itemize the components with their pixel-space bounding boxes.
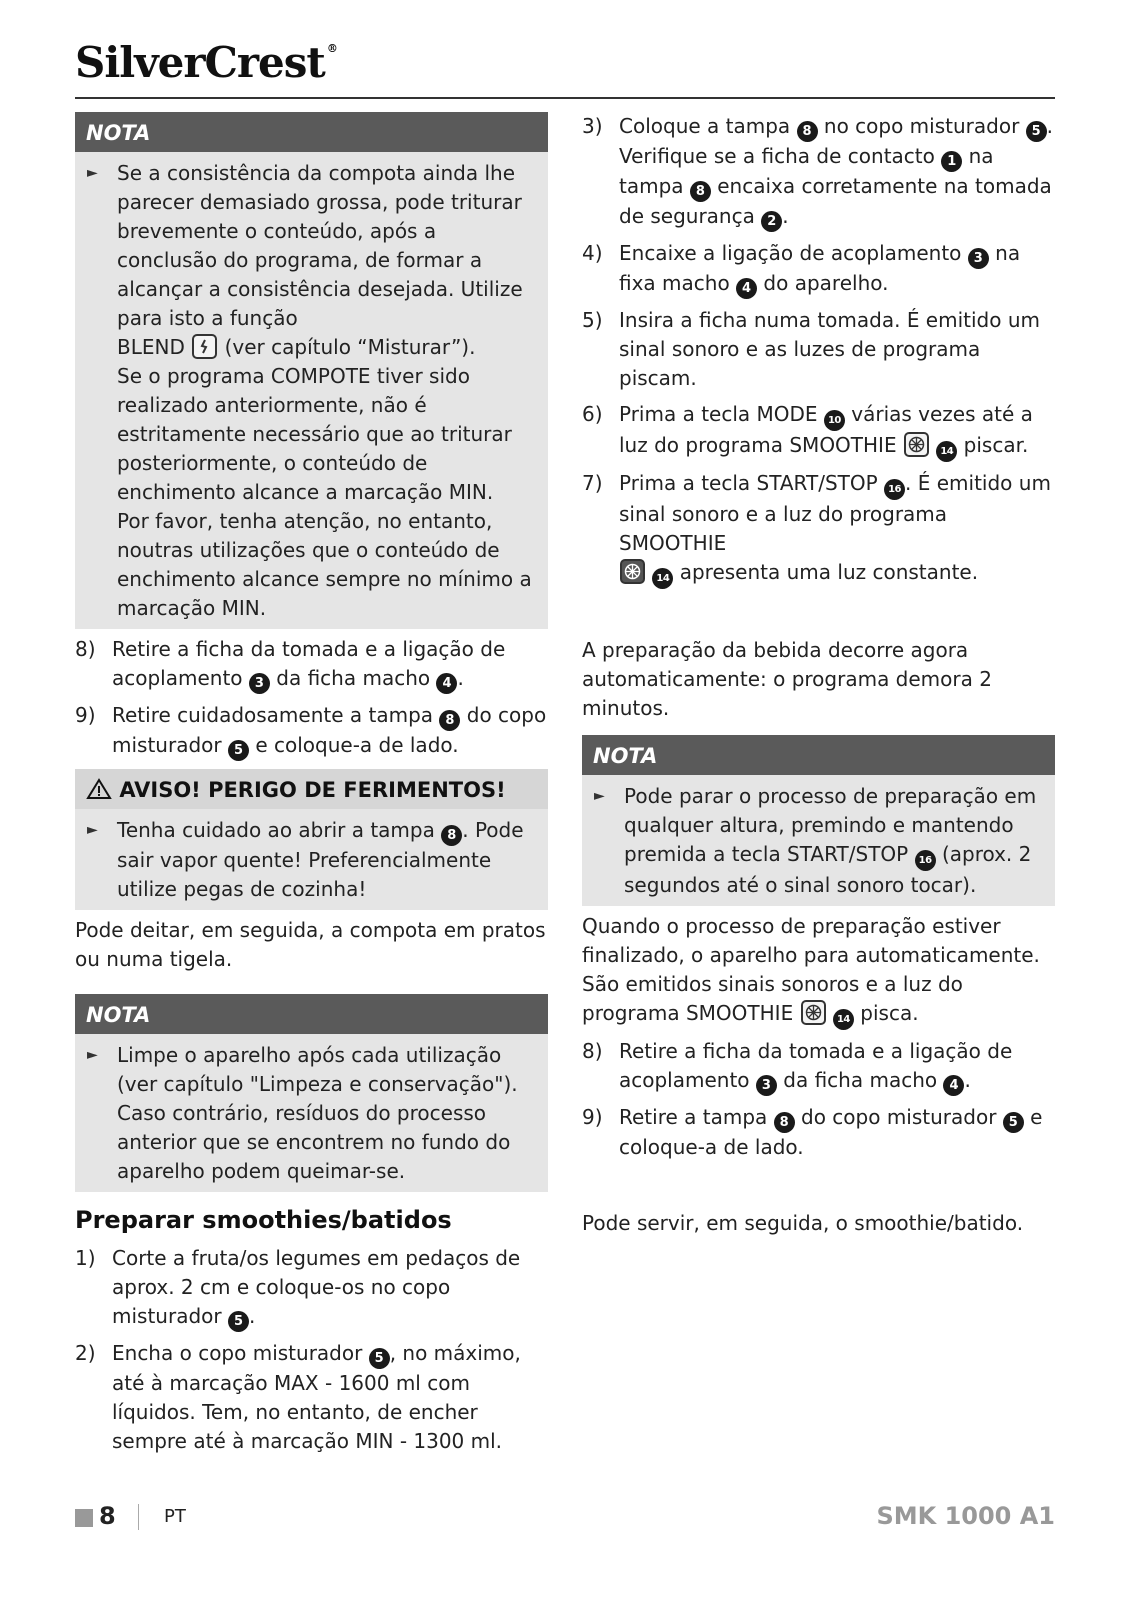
- note-heading: NOTA: [582, 735, 1055, 775]
- header-rule: [75, 97, 1055, 99]
- part-number-badge: 5: [369, 1348, 390, 1369]
- language-code: PT: [164, 1506, 186, 1527]
- triangle-right-icon: ►: [594, 788, 605, 804]
- warning-box: [75, 769, 548, 910]
- part-number-badge: 5: [1003, 1112, 1024, 1133]
- triangle-right-icon: ►: [87, 1047, 98, 1063]
- warning-triangle-icon: [86, 778, 112, 800]
- list-item: 4) Encaixe a ligação de acoplamento 3 na fixa macho 4 do aparelho.: [582, 239, 1055, 299]
- part-number-badge: 4: [736, 278, 757, 299]
- brand-logo: SilverCrest ®: [75, 38, 337, 87]
- part-number-badge: 16: [884, 479, 905, 500]
- page-marker: [75, 1509, 93, 1527]
- part-number-badge: 8: [439, 710, 460, 731]
- part-number-badge: 1: [941, 151, 962, 172]
- note-bullet: ► Pode parar o processo de preparação em qualquer altura, premindo e mantendo premida a tecla START/STOP 16 (aprox. 2 segundos até o sinal sonoro tocar).: [594, 782, 1045, 900]
- note-box: [582, 735, 1055, 906]
- divider: [138, 1504, 139, 1530]
- part-number-badge: 3: [968, 248, 989, 269]
- part-number-badge: 8: [690, 181, 711, 202]
- triangle-right-icon: ►: [87, 822, 98, 838]
- list-item: 9) Retire a tampa 8 do copo misturador 5 e coloque-a de lado.: [582, 1105, 1043, 1159]
- paragraph: A preparação da bebida decorre agora automaticamente: o programa demora 2 minutos.: [582, 638, 992, 720]
- part-number-badge: 4: [943, 1075, 964, 1096]
- part-number-badge: 5: [1026, 121, 1047, 142]
- note-text: Se a consistência da compota ainda lhe parecer demasiado grossa, pode triturar brevemente o conteúdo, após a conclusão do programa, de formar a alcançar a consistência desejada. Utilize para isto a função: [117, 161, 523, 330]
- note-text: Por favor, tenha atenção, no entanto, noutras utilizações que o conteúdo de enchimento alcance sempre no mínimo a marcação MIN.: [117, 509, 532, 620]
- part-number-badge: 8: [797, 121, 818, 142]
- paragraph: Pode deitar, em seguida, a compota em pratos ou numa tigela.: [75, 918, 546, 971]
- page-number: 8: [99, 1502, 116, 1530]
- part-number-badge: 8: [774, 1112, 795, 1133]
- part-number-badge: 4: [436, 673, 457, 694]
- paragraph: Pode servir, em seguida, o smoothie/batido.: [582, 1211, 1024, 1235]
- list-item: 9) Retire cuidadosamente a tampa 8 do copo misturador 5 e coloque-a de lado.: [75, 701, 548, 761]
- warning-bullet: ► Tenha cuidado ao abrir a tampa 8 . Pode sair vapor quente! Preferencialmente utilize pegas de cozinha!: [87, 816, 538, 904]
- left-column: [75, 112, 548, 1463]
- list-item: 7) Prima a tecla START/STOP 16 . É emitido um sinal sonoro e a luz do programa SMOOTHIE 14 apresenta uma luz constante.: [582, 469, 1055, 589]
- list-item: 3) Coloque a tampa 8 no copo misturador 5 . Verifique se a ficha de contacto 1 na tampa 8 encaixa corretamente na tomada de segurança 2 .: [582, 112, 1055, 232]
- paragraph: Quando o processo de preparação estiver finalizado, o aparelho para automaticamente.: [582, 914, 1040, 967]
- list-item: 2) Encha o copo misturador 5 , no máximo, até à marcação MAX - 1600 ml com líquidos. Tem, no entanto, de encher sempre até à marcação MIN - 1300 ml.: [75, 1341, 521, 1453]
- list-item: 8) Retire a ficha da tomada e a ligação de acoplamento 3 da ficha macho 4 .: [582, 1037, 1055, 1096]
- list-item: 1) Corte a fruta/os legumes em pedaços de aprox. 2 cm e coloque-os no copo misturador 5 .: [75, 1244, 548, 1332]
- smoothie-icon: [904, 432, 929, 457]
- part-number-badge: 14: [936, 441, 957, 462]
- note-heading: NOTA: [75, 994, 548, 1034]
- note-bullet: [87, 159, 538, 623]
- note-heading: NOTA: [75, 112, 548, 152]
- warning-heading: AVISO! PERIGO DE FERIMENTOS!: [75, 769, 548, 809]
- smoothie-icon: [801, 1000, 826, 1025]
- smoothie-icon: [620, 559, 645, 584]
- triangle-right-icon: ►: [87, 165, 98, 181]
- right-column: [582, 112, 1055, 1238]
- page-footer: [75, 1500, 1055, 1536]
- part-number-badge: 3: [756, 1075, 777, 1096]
- part-number-badge: 16: [915, 850, 936, 871]
- note-box: [75, 994, 548, 1192]
- part-number-badge: 14: [652, 568, 673, 589]
- part-number-badge: 2: [761, 211, 782, 232]
- part-number-badge: 5: [228, 1311, 249, 1332]
- section-heading: Preparar smoothies/batidos: [75, 1206, 452, 1234]
- list-item: 6) Prima a tecla MODE 10 várias vezes até a luz do programa SMOOTHIE 14 piscar.: [582, 400, 1055, 462]
- registered-mark: ®: [326, 42, 337, 55]
- note-text: Se o programa COMPOTE tiver sido realizado anteriormente, não é estritamente necessário que ao triturar posteriormente, o conteúdo de enchimento alcance a marcação MIN.: [117, 364, 512, 504]
- list-item: 5) Insira a ficha numa tomada. É emitido um sinal sonoro e as luzes de programa piscam.: [582, 308, 1040, 390]
- part-number-badge: 8: [441, 825, 462, 846]
- list-item: 8) Retire a ficha da tomada e a ligação de acoplamento 3 da ficha macho 4 .: [75, 635, 548, 694]
- blend-label: BLEND: [117, 335, 185, 359]
- blend-reference: (ver capítulo “Misturar”).: [224, 335, 476, 359]
- note-box: [75, 112, 548, 629]
- part-number-badge: 14: [833, 1009, 854, 1030]
- part-number-badge: 3: [249, 673, 270, 694]
- note-bullet: ► Limpe o aparelho após cada utilização (ver capítulo "Limpeza e conservação"). Caso contrário, resíduos do processo anterior que se encontrem no fundo do aparelho podem queimar-se.: [87, 1041, 538, 1186]
- blend-icon: [192, 334, 217, 359]
- paragraph: São emitidos sinais sonoros e a luz do programa SMOOTHIE 14 pisca.: [582, 970, 1055, 1030]
- part-number-badge: 10: [824, 410, 845, 431]
- model-number: SMK 1000 A1: [876, 1502, 1055, 1530]
- part-number-badge: 5: [228, 740, 249, 761]
